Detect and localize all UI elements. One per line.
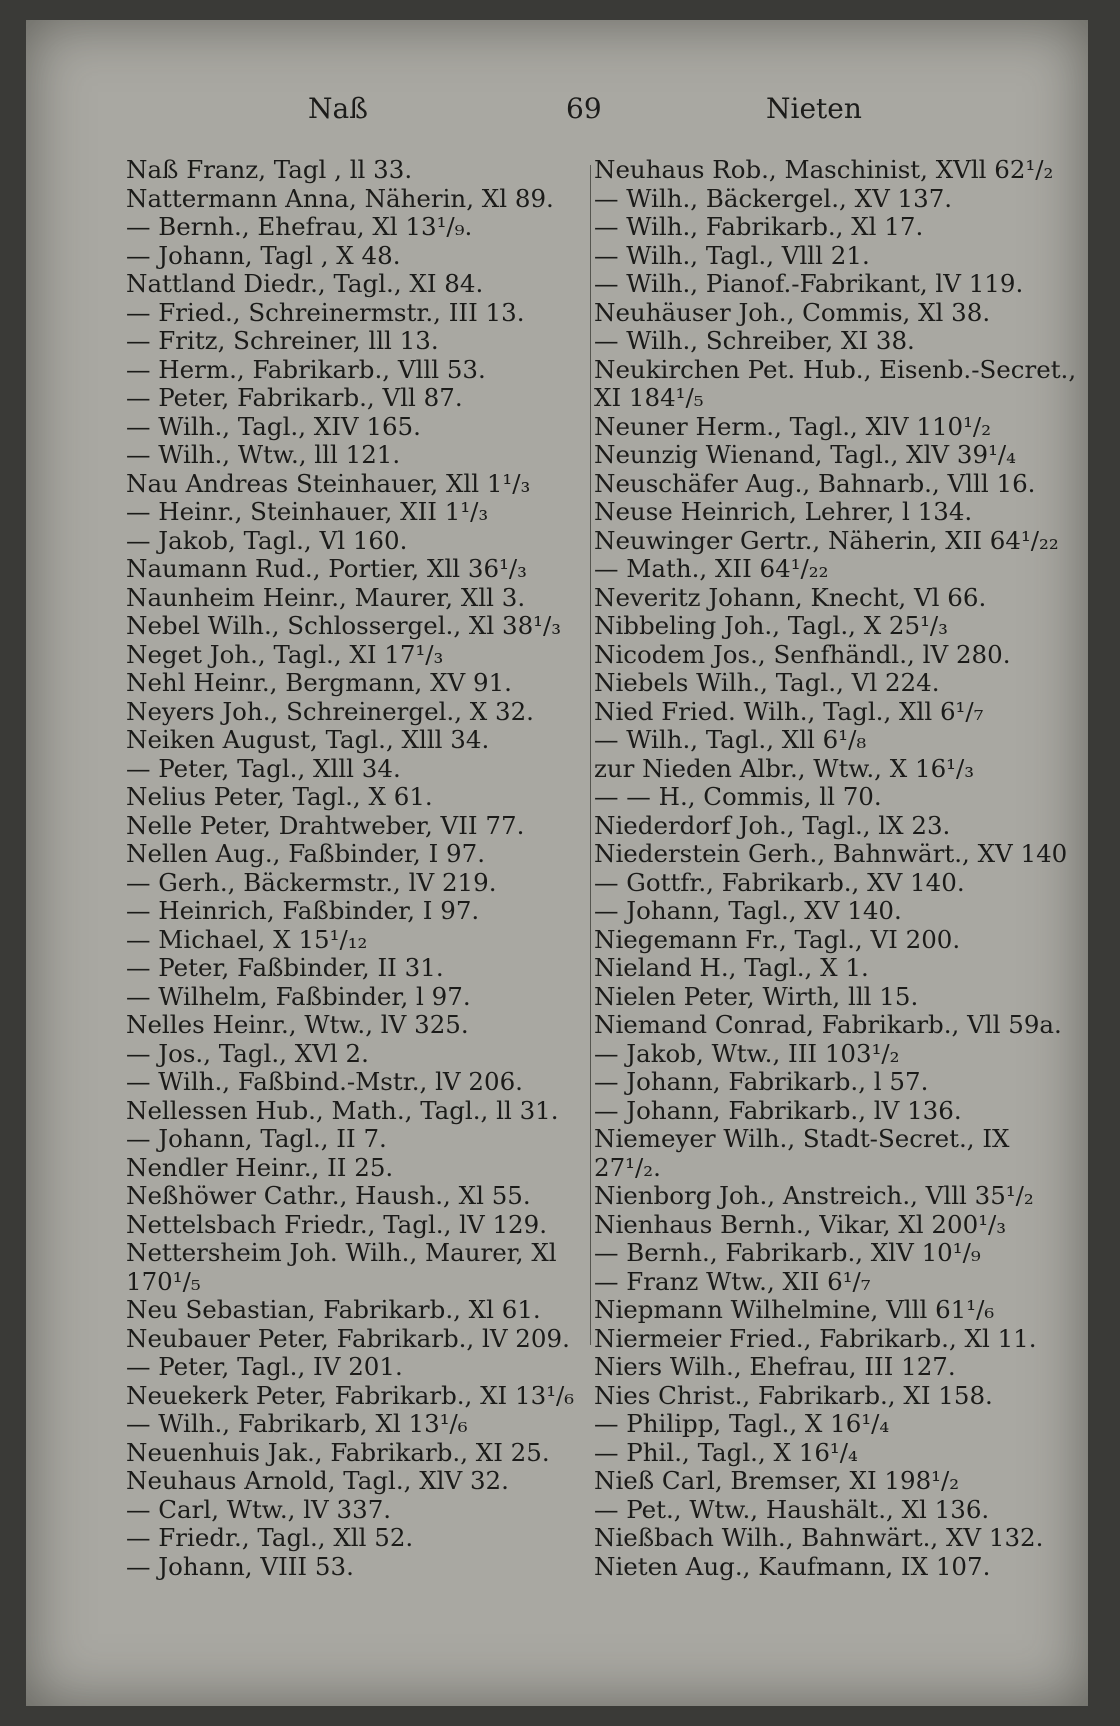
directory-entry: — Michael, X 15¹/₁₂ [126, 924, 368, 954]
directory-entry: Nielen Peter, Wirth, lll 15. [594, 981, 919, 1011]
directory-entry: — Math., XII 64¹/₂₂ [594, 554, 829, 583]
directory-entry: Nattland Diedr., Tagl., XI 84. [126, 269, 484, 298]
directory-entry: Neßhöwer Cathr., Haush., Xl 55. [126, 1181, 531, 1210]
directory-entry: Nettersheim Joh. Wilh., Maurer, Xl [126, 1238, 557, 1267]
directory-entry: Nellessen Hub., Math., Tagl., ll 31. [126, 1095, 559, 1125]
directory-entry: — Wilh., Fabrikarb., Xl 17. [594, 212, 924, 241]
directory-entry: Neuse Heinrich, Lehrer, l 134. [594, 497, 973, 526]
page-header [26, 92, 1088, 132]
directory-entry: Nieten Aug., Kaufmann, IX 107. [594, 1551, 991, 1581]
directory-entry: — Fritz, Schreiner, lll 13. [126, 326, 439, 355]
directory-entry: Nienborg Joh., Anstreich., Vlll 35¹/₂ [594, 1181, 1034, 1210]
right-column [594, 155, 1077, 1581]
directory-entry: Nicodem Jos., Senfhändl., lV 280. [594, 639, 1011, 669]
directory-entry: — Gerh., Bäckermstr., lV 219. [126, 867, 497, 897]
directory-entry: — Johann, Fabrikarb., lV 136. [594, 1095, 962, 1125]
directory-entry: Nienhaus Bernh., Vikar, Xl 200¹/₃ [594, 1209, 1007, 1239]
directory-entry: — Peter, Tagl., Xlll 34. [126, 753, 401, 783]
directory-entry: — Fried., Schreinermstr., III 13. [126, 297, 525, 327]
directory-entry: Neuner Herm., Tagl., XlV 110¹/₂ [594, 411, 992, 441]
directory-entry: Nendler Heinr., II 25. [126, 1152, 394, 1182]
directory-entry: 27¹/₂. [594, 1152, 661, 1182]
directory-entry: Neukirchen Pet. Hub., Eisenb.-Secret., [594, 354, 1077, 384]
directory-entry: — Wilh., Tagl., XIV 165. [126, 411, 421, 441]
directory-entry: — Heinr., Steinhauer, XII 1¹/₃ [126, 497, 489, 526]
directory-entry: — Wilh., Faßbind.-Mstr., lV 206. [126, 1067, 523, 1096]
directory-entry: — Heinrich, Faßbinder, I 97. [126, 896, 480, 925]
directory-entry: Niederdorf Joh., Tagl., lX 23. [594, 810, 951, 840]
directory-entry: Neunzig Wienand, Tagl., XlV 39¹/₄ [594, 440, 1016, 469]
directory-entry: — Philipp, Tagl., X 16¹/₄ [594, 1409, 890, 1438]
directory-entry: — Jakob, Tagl., Vl 160. [126, 525, 408, 555]
directory-entry: Niemand Conrad, Fabrikarb., Vll 59a. [594, 1010, 1062, 1039]
directory-entry: Neu Sebastian, Fabrikarb., Xl 61. [126, 1295, 541, 1324]
directory-entry: Niermeier Fried., Fabrikarb., Xl 11. [594, 1323, 1037, 1353]
directory-entry: Neuschäfer Aug., Bahnarb., Vlll 16. [594, 468, 1036, 498]
directory-entry: — Johann, Fabrikarb., l 57. [594, 1067, 929, 1096]
directory-entry: Neuenhuis Jak., Fabrikarb., XI 25. [126, 1437, 550, 1467]
directory-entry: zur Nieden Albr., Wtw., X 16¹/₃ [594, 753, 975, 783]
directory-entry: Nied Fried. Wilh., Tagl., Xll 6¹/₇ [594, 696, 984, 726]
directory-entry: Nies Christ., Fabrikarb., XI 158. [594, 1380, 993, 1410]
directory-entry: Nehl Heinr., Bergmann, XV 91. [126, 668, 512, 697]
directory-entry: — Herm., Fabrikarb., Vlll 53. [126, 354, 486, 384]
directory-entry: Nelle Peter, Drahtweber, VII 77. [126, 810, 525, 840]
directory-entry: Nebel Wilh., Schlossergel., Xl 38¹/₃ [126, 611, 562, 640]
directory-entry: — Wilh., Tagl., Vlll 21. [594, 240, 870, 270]
directory-entry: — Wilh., Wtw., lll 121. [126, 440, 401, 469]
page-number: 69 [566, 92, 602, 125]
directory-entry: Nelius Peter, Tagl., X 61. [126, 782, 433, 811]
column-divider [590, 165, 591, 1345]
directory-entry: Nettelsbach Friedr., Tagl., lV 129. [126, 1209, 548, 1239]
directory-entry: — Wilh., Schreiber, XI 38. [594, 326, 915, 355]
directory-entry: — Phil., Tagl., X 16¹/₄ [594, 1437, 858, 1467]
directory-entry: Nieß Carl, Bremser, XI 198¹/₂ [594, 1466, 960, 1495]
directory-entry: — Bernh., Ehefrau, Xl 13¹/₉. [126, 212, 473, 241]
directory-entry: — Peter, Tagl., IV 201. [126, 1352, 403, 1381]
header-right-word: Nieten [766, 92, 862, 125]
directory-entry: Neuekerk Peter, Fabrikarb., XI 13¹/₆ [126, 1380, 575, 1410]
directory-entry: — Pet., Wtw., Haushält., Xl 136. [594, 1494, 990, 1524]
directory-entry: — Franz Wtw., XII 6¹/₇ [594, 1266, 871, 1296]
directory-entry: Nellen Aug., Faßbinder, I 97. [126, 839, 486, 868]
directory-entry: Neiken August, Tagl., Xlll 34. [126, 725, 490, 754]
directory-entry: Neyers Joh., Schreinergel., X 32. [126, 696, 534, 726]
directory-entry: Niederstein Gerh., Bahnwärt., XV 140 [594, 839, 1068, 868]
directory-entry: Niers Wilh., Ehefrau, III 127. [594, 1352, 956, 1381]
directory-entry: — Carl, Wtw., lV 337. [126, 1494, 392, 1524]
directory-entry: Nattermann Anna, Näherin, Xl 89. [126, 183, 554, 213]
directory-entry: — — H., Commis, ll 70. [594, 782, 882, 811]
directory-entry: — Johann, Tagl., XV 140. [594, 896, 902, 925]
directory-entry: Nelles Heinr., Wtw., lV 325. [126, 1010, 469, 1039]
directory-entry: — Peter, Fabrikarb., Vll 87. [126, 383, 463, 412]
directory-entry: — Johann, Tagl., II 7. [126, 1124, 387, 1153]
directory-entry: — Wilh., Pianof.-Fabrikant, lV 119. [594, 269, 1024, 298]
directory-entry: Niegemann Fr., Tagl., VI 200. [594, 924, 961, 954]
directory-entry: — Wilh., Tagl., Xll 6¹/₈ [594, 725, 867, 754]
directory-entry: — Wilh., Bäckergel., XV 137. [594, 183, 953, 213]
directory-entry: Nieland H., Tagl., X 1. [594, 953, 869, 982]
directory-entry: 170¹/₅ [126, 1266, 201, 1296]
directory-entry: Naß Franz, Tagl , ll 33. [126, 155, 413, 184]
directory-entry: — Gottfr., Fabrikarb., XV 140. [594, 867, 965, 897]
directory-entry: Neubauer Peter, Fabrikarb., lV 209. [126, 1323, 570, 1353]
header-left-word: Naß [308, 92, 368, 125]
directory-entry: — Jos., Tagl., XVl 2. [126, 1038, 369, 1068]
directory-entry: Niemeyer Wilh., Stadt-Secret., IX [594, 1124, 1010, 1153]
directory-entry: Neget Joh., Tagl., XI 17¹/₃ [126, 639, 444, 669]
directory-entry: Naumann Rud., Portier, Xll 36¹/₃ [126, 554, 527, 583]
directory-entry: — Johann, VIII 53. [126, 1551, 354, 1581]
directory-entry: — Bernh., Fabrikarb., XlV 10¹/₉ [594, 1238, 981, 1267]
directory-entry: — Peter, Faßbinder, II 31. [126, 953, 444, 982]
directory-entry: — Wilh., Fabrikarb, Xl 13¹/₆ [126, 1409, 468, 1438]
directory-entry: Neveritz Johann, Knecht, Vl 66. [594, 582, 987, 612]
book-page [26, 20, 1088, 1706]
directory-entry: — Jakob, Wtw., III 103¹/₂ [594, 1038, 900, 1068]
directory-entry: — Friedr., Tagl., Xll 52. [126, 1523, 414, 1552]
directory-entry: Nibbeling Joh., Tagl., X 25¹/₃ [594, 611, 949, 640]
directory-entry: Naunheim Heinr., Maurer, Xll 3. [126, 582, 526, 612]
directory-entry: Neuhaus Rob., Maschinist, XVll 62¹/₂ [594, 155, 1054, 184]
directory-entry: — Johann, Tagl , X 48. [126, 240, 401, 270]
left-column [126, 156, 581, 1581]
directory-entry: Niebels Wilh., Tagl., Vl 224. [594, 668, 940, 697]
directory-entry: — Wilhelm, Faßbinder, l 97. [126, 981, 471, 1011]
directory-entry: Nießbach Wilh., Bahnwärt., XV 132. [594, 1523, 1044, 1552]
directory-entry: Neuwinger Gertr., Näherin, XII 64¹/₂₂ [594, 525, 1059, 555]
directory-entry: XI 184¹/₅ [594, 383, 704, 412]
directory-entry: Niepmann Wilhelmine, Vlll 61¹/₆ [594, 1295, 995, 1324]
directory-entry: Neuhaus Arnold, Tagl., XlV 32. [126, 1466, 509, 1495]
directory-entry: Neuhäuser Joh., Commis, Xl 38. [594, 297, 991, 327]
directory-entry: Nau Andreas Steinhauer, Xll 1¹/₃ [126, 468, 531, 498]
